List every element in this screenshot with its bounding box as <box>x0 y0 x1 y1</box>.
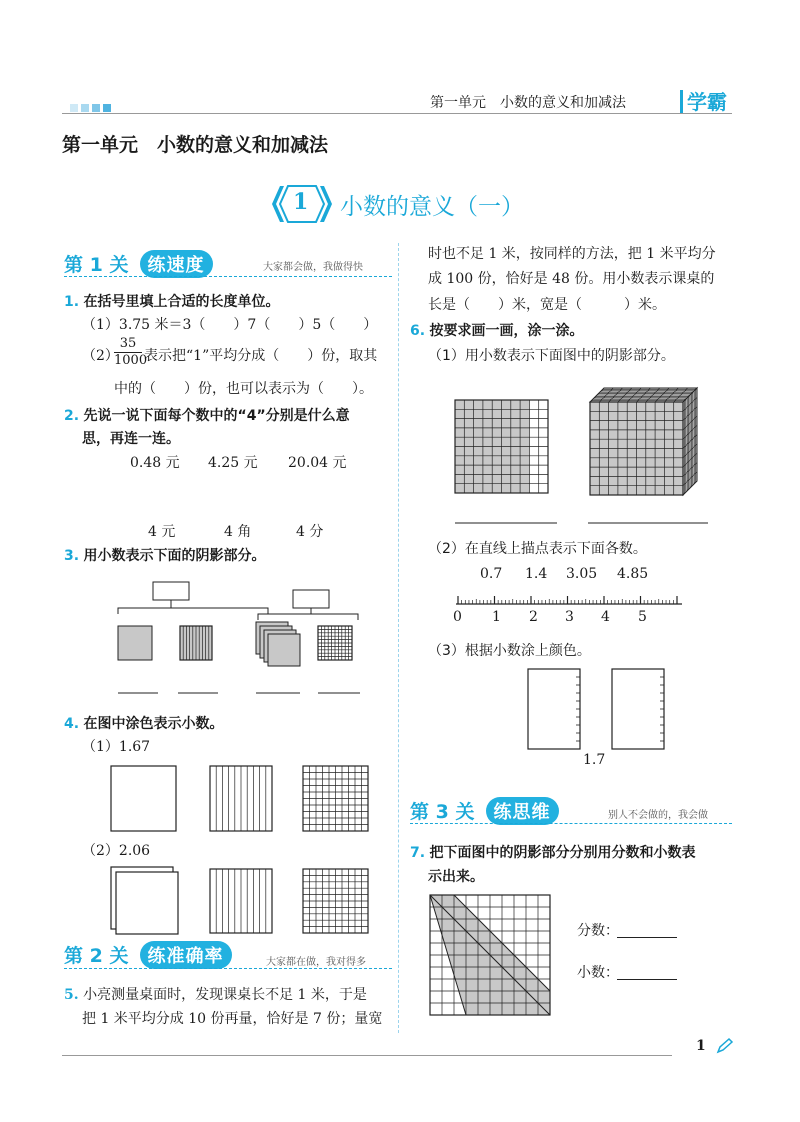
fraction-numerator: 35 <box>114 336 142 353</box>
q1-number: 1. <box>64 294 80 310</box>
q6-point-1: 0.7 <box>480 566 503 582</box>
q6-color-value: 1.7 <box>583 752 606 768</box>
section-1-header <box>64 250 213 278</box>
section-3-slogan: 别人不会做的，我会做 <box>608 810 708 821</box>
q5-line3: 时也不足 1 米，按同样的方法，把 1 米平均分 <box>428 246 716 262</box>
q4-number: 4. <box>64 716 80 732</box>
q3-stem <box>64 545 266 567</box>
q2-stem <box>64 405 350 427</box>
column-divider <box>398 243 399 1033</box>
brand-text: 学霸 <box>680 90 727 114</box>
q5-line1 <box>64 984 367 1006</box>
section-2-level: 第 2 关 <box>64 945 129 967</box>
q6-part3: （3）根据小数涂上颜色。 <box>428 643 591 659</box>
section-1-rule <box>64 276 392 277</box>
q7-decimal-blank[interactable] <box>617 979 677 980</box>
section-1-name: 练速度 <box>140 250 213 278</box>
q3-number: 3. <box>64 548 80 564</box>
q6-figure-3 <box>525 668 665 753</box>
footer-rule <box>62 1055 672 1056</box>
q7-grid <box>430 895 550 1015</box>
q4-part2: （2）2.06 <box>82 843 151 859</box>
section-3-header <box>410 797 559 825</box>
q6-number-line <box>450 592 690 606</box>
q4-hundredths-grid-1 <box>303 766 368 831</box>
q7-fraction-label: 分数： <box>577 923 619 939</box>
q5-line2: 把 1 米平均分成 10 份再量，恰好是 7 份；量宽 <box>82 1011 383 1027</box>
q1-text: 在括号里填上合适的长度单位。 <box>83 294 280 310</box>
q2-top-2: 4.25 元 <box>208 455 258 471</box>
q4-tenths-grid-2 <box>210 869 272 933</box>
q6-point-3: 3.05 <box>566 566 598 582</box>
fraction-denominator: 1000 <box>114 353 148 368</box>
q5-number: 5. <box>64 987 79 1003</box>
q4-tenths-grid-1 <box>210 766 272 831</box>
q1-line3: 中的（ ）份，也可以表示为（ ）。 <box>114 381 373 397</box>
q7-number: 7. <box>410 845 426 861</box>
axis-label-4: 4 <box>601 609 610 625</box>
q7-text: 把下面图中的阴影部分分别用分数和小数表 <box>429 845 696 861</box>
q2-bottom-3: 4 分 <box>296 524 324 540</box>
q2-number: 2. <box>64 408 80 424</box>
section-2-rule <box>64 968 392 969</box>
q6-bar-ticks <box>576 677 664 741</box>
section-1-level: 第 1 关 <box>64 254 129 276</box>
q5-line4: 成 100 份，恰好是 48 份。用小数表示课桌的 <box>428 271 715 287</box>
pencil-icon <box>716 1038 734 1054</box>
lesson-title: 小数的意义（一） <box>340 194 524 220</box>
q2-top-3: 20.04 元 <box>288 455 347 471</box>
q7-fraction-blank[interactable] <box>617 937 677 938</box>
q6-cube <box>590 388 697 495</box>
lesson-number: 1 <box>293 189 309 215</box>
q6-point-4: 4.85 <box>617 566 649 582</box>
q4-figure-2 <box>108 866 388 936</box>
q4-hundredths-grid-2 <box>303 869 368 933</box>
section-2-header <box>64 941 232 969</box>
q6-figure-1 <box>450 380 720 540</box>
q6-text: 按要求画一画，涂一涂。 <box>429 323 584 339</box>
q2-top-1: 0.48 元 <box>130 455 180 471</box>
axis-label-0: 0 <box>453 609 462 625</box>
q7-stem-cont: 示出来。 <box>428 869 484 885</box>
q4-stem <box>64 713 224 735</box>
q7-figure <box>428 893 553 1018</box>
q3-text: 用小数表示下面的阴影部分。 <box>83 548 266 564</box>
page-title: 第一单元 小数的意义和加减法 <box>62 134 329 156</box>
q6-flat-grid <box>455 400 548 493</box>
q1-fraction <box>114 336 148 369</box>
q6-stem <box>410 320 584 342</box>
q4-figure-1 <box>108 765 388 835</box>
section-3-level: 第 3 关 <box>410 801 475 823</box>
q1-line1: （1）3.75 米＝3（ ）7（ ）5（ ） <box>82 317 378 333</box>
q2-bottom-2: 4 角 <box>224 524 252 540</box>
q4-part1: （1）1.67 <box>82 739 151 755</box>
section-2-slogan: 大家都在做，我对得多 <box>266 957 366 968</box>
q7-decimal-label: 小数： <box>577 965 619 981</box>
header-rule <box>62 113 732 114</box>
q6-part1: （1）用小数表示下面图中的阴影部分。 <box>428 348 675 364</box>
axis-label-1: 1 <box>492 609 501 625</box>
q2-bottom-1: 4 元 <box>148 524 176 540</box>
axis-label-3: 3 <box>565 609 574 625</box>
q2-text: 先说一说下面每个数中的“4”分别是什么意 <box>83 408 350 424</box>
q5-line5: 长是（ ）米，宽是（ ）米。 <box>428 297 666 313</box>
q2-stem-cont: 思，再连一连。 <box>82 431 180 447</box>
q1-part2-prefix: （2） <box>82 348 119 364</box>
header-unit-label: 第一单元 小数的意义和加减法 <box>430 95 626 111</box>
section-1-slogan: 大家都会做，我做得快 <box>263 262 363 273</box>
q3-stacked-squares <box>256 622 300 666</box>
page-number: 1 <box>696 1038 706 1054</box>
axis-label-5: 5 <box>638 609 647 625</box>
section-3-rule <box>410 823 732 824</box>
q1-line2: 表示把“1”平均分成（ ）份，取其 <box>144 348 378 364</box>
q6-part2: （2）在直线上描点表示下面各数。 <box>428 541 647 557</box>
q5-text-1: 小亮测量桌面时，发现课桌长不足 1 米，于是 <box>83 987 367 1003</box>
q4-text: 在图中涂色表示小数。 <box>83 716 224 732</box>
section-3-name: 练思维 <box>486 797 559 825</box>
q3-tenths-grid <box>180 626 212 660</box>
q3-hundredths-grid <box>318 626 352 660</box>
q7-stem <box>410 842 696 864</box>
q1-stem <box>64 291 280 313</box>
q3-figure <box>100 578 380 698</box>
q6-number: 6. <box>410 323 426 339</box>
section-2-name: 练准确率 <box>140 941 232 969</box>
number-line-ticks <box>458 596 677 604</box>
q6-point-2: 1.4 <box>525 566 548 582</box>
brand-logo <box>680 86 727 115</box>
axis-label-2: 2 <box>529 609 538 625</box>
